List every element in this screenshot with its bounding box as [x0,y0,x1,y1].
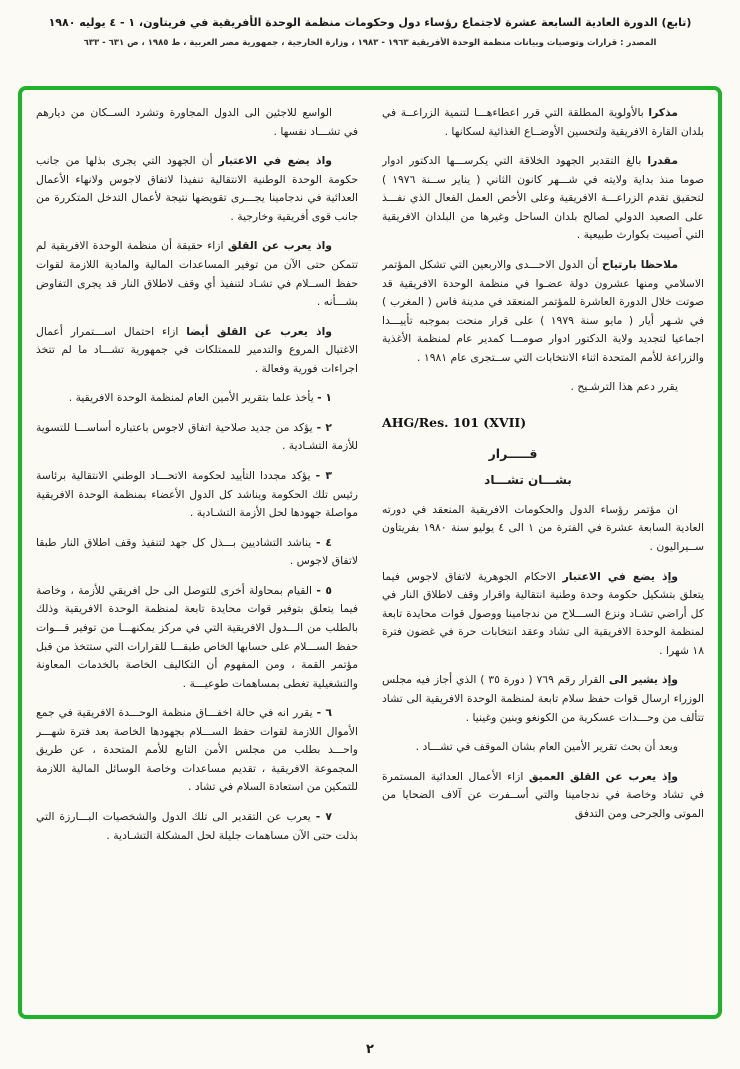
item-number: ٤ - [315,535,332,549]
paragraph-lead: واذ يعرب عن القلق [227,239,333,253]
paragraph [36,237,358,311]
paragraph-text: يؤكد مجددا التأييد لحكومة الاتحـــاد الوطني الانتقالية برئاسة رئيس تلك الحكومة ويناشد كل الدول الأعضاء بمنظمة الوحدة الافريقية مواصلة جهودها لحل الأزمة التشـادية . [36,469,358,520]
item-number: ١ - [317,391,332,405]
paragraph-lead: مذكرا [648,106,678,119]
paragraph-text: القرار رقم ٧٦٩ ( دورة ٣٥ ) الذي أجاز فيه مجلس الوزراء ارسال قوات حفظ سلام تابعة لمنظمة الوحدة الافريقية الى تشاد تتألف من وحـــدات عسكرية من الكونغو وبنين وغينيا . [382,673,704,724]
resolution-title: قـــــرار [488,445,538,461]
paragraph [36,152,358,226]
paragraph-lead: ملاحظا بارتياح [602,257,679,271]
paragraph-text: القيام بمحاولة أخرى للتوصل الى حل افريقي للأزمة ، وخاصة فيما يتعلق بتوفير قوات محايدة تابعة لمنظمة الوحدة الافريقية وذلك بالطلب من الـــدول الافريقية التي في مركز يمكنهـــا من توفير قـــوات حفظ الســـلام على حسابها الخاص طبقـــا للقرارات التي ستتخذ من قبل مؤتمر القمة ، ومن المفهوم أن التكاليف الخاصة بالخدمات المعاونة والتشغيلية تغطى بمساهمات طوعيـــة . [36,583,358,690]
paragraph-text: يأخذ علما بتقرير الأمين العام لمنظمة الوحدة الافريقية . [68,391,314,405]
column-right [382,104,704,1005]
paragraph-text: أن الدول الاحـــدى والاربعين التي تشكل المؤتمر الاسلامي ومنها عشرون دولة عضـوا في منظمة الوحدة الافريقية قد صوتت خلال الدورة العاشرة للمؤتمر المنعقد في مدينة فاس ( المغرب ) في شـهر أيار ( مايو سنة ١٩٧٩ ) على قرار منحت بموجبه تأييـــدا اجماعيا لتجديد ولاية الدكتور ادوار صومـــا كمدير عام لمنظمة الأغذية والزراعة للأمم المتحدة اثناء الانتخابات التي ســتجرى عام ١٩٨١ . [382,257,704,364]
paragraph-lead: وإذ يعرب عن القلق العميق [528,769,679,783]
paragraph-text: ازاء احتمال اســـتمرار أعمال الاغتيال المروع والتدمير للممتلكات في جمهورية تشـــاد ما لم تتخذ اجراءات فورية وفعالة . [36,324,358,375]
numbered-item [36,704,358,797]
paragraph-text: يعرب عن التقدير الى تلك الدول والشخصيات البـــارزة التي بذلت حتى الآن مساهمات جليلة لحل المشكلة التشـادية . [36,810,358,842]
resolution-code: AHG/Res. 101 (XVII) [382,414,527,430]
paragraph [382,671,704,727]
paragraph-text: الاحكام الجوهرية لاتفاق لاجوس فيما يتعلق بتشكيل حكومة وحدة وطنية انتقالية واقرار وقف لاطلاق النار في كل أراضي تشـاد ونزع الســـلاح من ندجامينا ووصول قوات محايدة تابعة لمنظمة الوحدة الافريقية الى تشاد وعقد انتخابات حرة في غضون فترة ١٨ شهرا . [382,569,704,657]
paragraph [382,738,704,757]
paragraph-lead: وإذ يضع في الاعتبار [562,569,679,583]
paragraph-text: بالأولوية المطلقة التي قرر اعطاءهـــا لتنمية الزراعــة في بلدان القارة الافريقية ولتحسين الأوضــاع الغذائية لسكانها . [382,106,704,138]
paragraph [382,104,704,141]
paragraph-lead: مقدرا [647,154,678,168]
paragraph-text: ازاء الأعمال العدائية المستمرة في تشاد وخاصة في ندجامينا والتي أســفرت عن آلاف الضحايا من الموتى والجرحى ومن التدفق [382,769,704,820]
two-column-layout [36,104,704,1005]
paragraph-lead: وإذ يشير الى [608,673,679,687]
numbered-item [36,467,358,523]
paragraph-text: يؤكد من جديد صلاحية اتفاق لاجوس باعتباره أساســـا للتسوية للأزمة التشـادية . [36,420,358,453]
paragraph [36,323,358,379]
paragraph-text: ازاء حقيقة أن منظمة الوحدة الافريقية لم تتمكن حتى الآن من توفير المساعدات المالية والمادية اللازمة لقوات حفظ الســلام في تشـاد لتنفيذ أي وقف لاطلاق النار قد يجرى التفاوض بشـــأنه . [36,239,358,309]
page-number: ٢ [366,1042,374,1057]
paragraph-lead: واذ يعرب عن القلق أيضا [186,324,333,338]
paragraph-text: ان مؤتمر رؤساء الدول والحكومات الافريقية المنعقد في دورته العادية السابعة عشرة في الفترة من ١ الى ٤ يوليو سنة ١٩٨٠ بفريتاون ســيراليون . [382,502,704,553]
paragraph [382,501,704,557]
paragraph-text: بالغ التقدير الجهود الخلاقة التي يكرســـها الدكتور ادوار صوما منذ بداية ولايته في شـــهر كانون الثاني ( يناير ســنة ١٩٧٦ ) لتحقيق تقدم الزراعـــة الافريقية وعلى الأخص العمل الفعال الذي نفـــذ على الصعيد الدولي لصالح بلدان الساحل وغيرها من البلدان الافريقية التي أصيبت بكوارث طبيعية . [382,154,704,242]
paragraph-text: يقرر دعم هذا الترشـيح . [570,380,678,394]
paragraph-lead: واذ يضع في الاعتبار [218,154,333,168]
paragraph [382,378,704,397]
header-source: المصدر : قرارات وتوصيات وبيانات منظمة الوحدة الأفريقية ١٩٦٣ - ١٩٨٣ ، وزارة الخارجية ، جمهورية مصر العربية ، ط ١٩٨٥ ، ص ٦٣١ - ٦٣٣ [83,38,657,48]
item-number: ٢ - [316,420,332,434]
paragraph-text: يناشد التشاديين بـــذل كل جهد لتنفيذ وقف اطلاق النار طبقا لاتفاق لاجوس . [36,535,358,568]
numbered-item [36,419,358,456]
column-left [36,104,358,1005]
header-title: (تابع) الدورة العادية السابعة عشرة لاجتماع رؤساء دول وحكومات منظمة الوحدة الأفريقية في فريتاون، ١ - ٤ يوليه ١٩٨٠ [48,16,692,29]
item-number: ٥ - [316,583,332,597]
paragraph [382,568,704,661]
paragraph [382,256,704,367]
item-number: ٦ - [316,706,332,720]
page-header [0,0,740,48]
paragraph-text: أن الجهود التي يجرى بذلها من جانب حكومة الوحدة الوطنية الانتقالية تنفيذا لاتفاق لاجوس ولانهاء الأعمال العدائية في ندجامينا يجـــرى تقويضها نتيجة لأعمال التدخل المتكررة من جانب قوى أفريقية وخارجية . [36,154,358,223]
item-number: ٧ - [315,810,332,823]
paragraph [382,152,704,245]
numbered-item [36,582,358,693]
paragraph-text: وبعد أن بحث تقرير الأمين العام بشان الموقف في تشـــاد . [415,740,678,754]
item-number: ٣ - [315,469,332,482]
numbered-item [36,534,358,571]
paragraph-text: الواسع للاجئين الى الدول المجاورة وتشرد الســكان من ديارهم في تشـــاد نفسها . [36,106,358,138]
numbered-item [36,389,358,408]
paragraph-text: يقرر انه في حالة اخفـــاق منظمة الوحـــدة الافريقية في جمع الأموال اللازمة لقوات حفظ الســـلام بجهودها الخاصة بعد فترة شهـــر واحـــد بطلب من مجلس الأمن التابع للأمم المتحدة ، عن طريق المجموعة الافريقية ، تقديم مساعدات وخاصة الوسائل المالية اللازمة للتمكين من استعادة السلام في تشاد . [36,706,358,794]
paragraph [36,104,358,141]
resolution-subtitle: بشـــان تشـــاد [484,472,572,487]
paragraph [382,768,704,824]
content-frame [18,86,722,1019]
numbered-item [36,808,358,845]
